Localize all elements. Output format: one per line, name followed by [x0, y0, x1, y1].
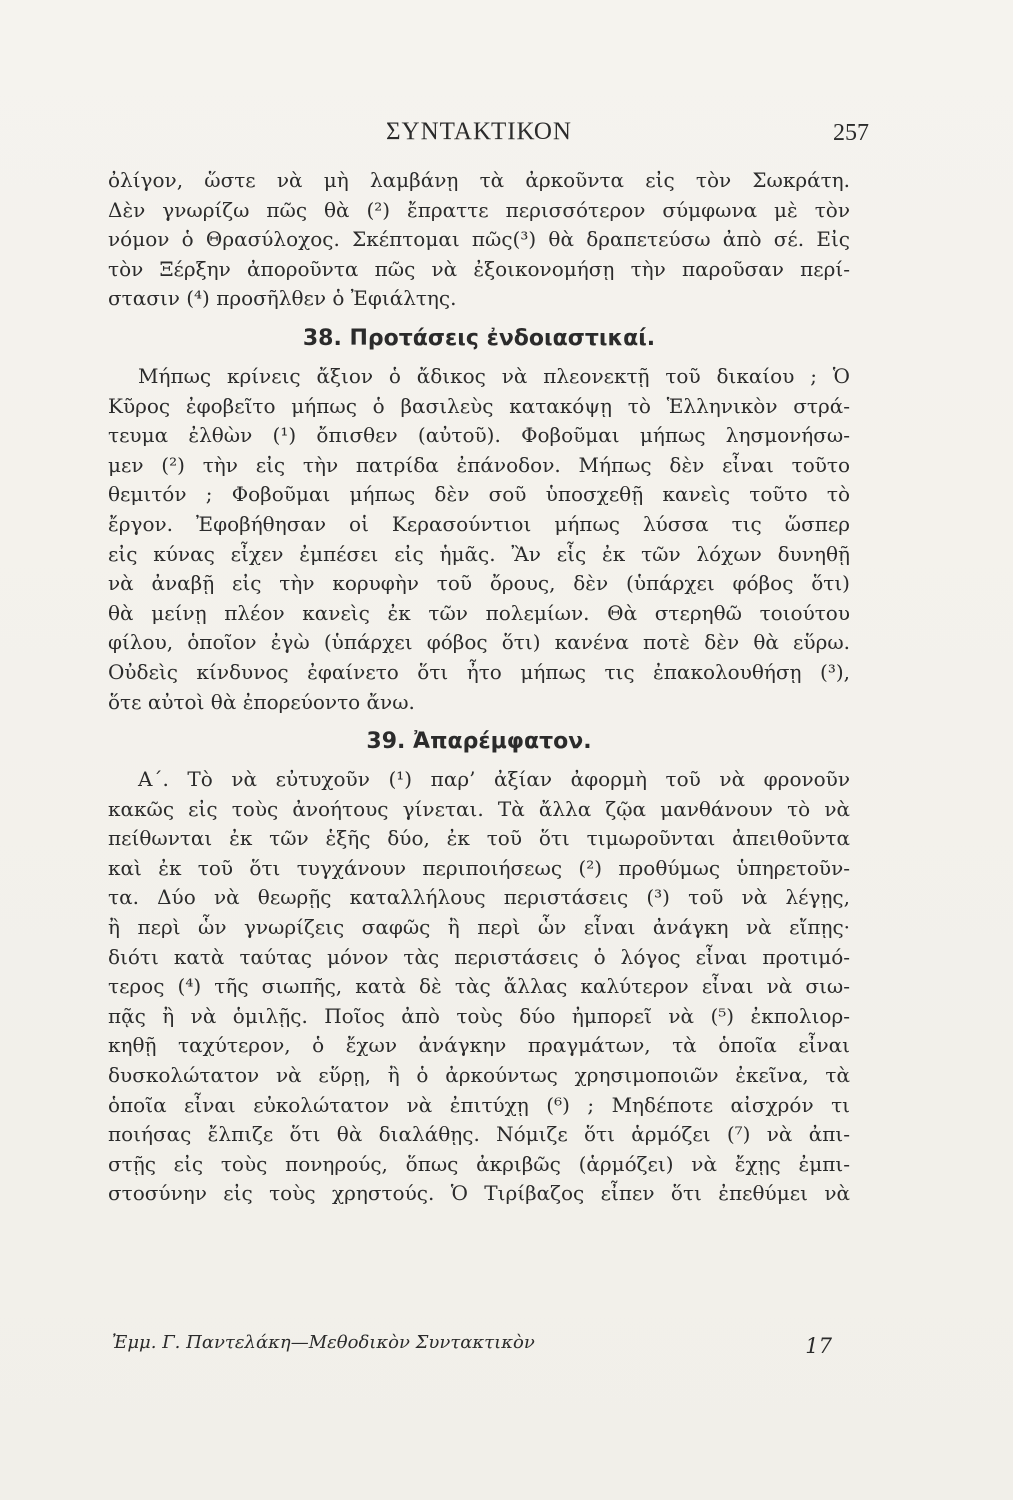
text-line: θὰ μείνῃ πλέον κανεὶς ἐκ τῶν πολεμίων. Θὰ στερηθῶ τοιούτου [108, 600, 850, 625]
text-line: τὸν Ξέρξην ἀποροῦντα πῶς νὰ ἐξοικονομήσῃ τὴν παροῦσαν περί- [108, 256, 850, 281]
text-line: διότι κατὰ ταύτας μόνον τὰς περιστάσεις ὁ λόγος εἶναι προτιμό- [108, 944, 850, 969]
text-line: τερος (⁴) τῆς σιωπῆς, κατὰ δὲ τὰς ἄλλας καλύτερον εἶναι νὰ σιω- [108, 974, 850, 999]
section-heading-38: 38. Προτάσεις ἐνδοιαστικαί. [302, 325, 656, 351]
text-line: κακῶς εἰς τοὺς ἀνοήτους γίνεται. Τὰ ἄλλα ζῷα μανθάνουν τὸ νὰ [108, 796, 850, 821]
text-line: τα. Δύο νὰ θεωρῇς καταλλήλους περιστάσεις (³) τοῦ νὰ λέγῃς, [108, 885, 850, 910]
text-line: ὅτε αὐτοὶ θὰ ἐπορεύοντο ἄνω. [108, 689, 415, 714]
text-line: Κῦρος ἐφοβεῖτο μήπως ὁ βασιλεὺς κατακόψῃ τὸ Ἑλληνικὸν στρά- [108, 393, 850, 418]
text-line: Α΄. Τὸ νὰ εὐτυχοῦν (¹) παρ’ ἀξίαν ἀφορμὴ τοῦ νὰ φρονοῦν [138, 767, 850, 792]
text-line: ὀλίγον, ὥστε νὰ μὴ λαμβάνῃ τὰ ἀρκοῦντα εἰς τὸν Σωκράτη. [108, 168, 850, 192]
text-line: πείθωνται ἐκ τῶν ἑξῆς δύο, ἐκ τοῦ ὅτι τιμωροῦνται ἀπειθοῦντα [108, 826, 850, 851]
text-line: στῇς εἰς τοὺς πονηρούς, ὅπως ἀκριβῶς (ἁρμόζει) νὰ ἔχῃς ἐμπι- [108, 1151, 850, 1176]
text-line: πᾷς ἢ νὰ ὁμιλῇς. Ποῖος ἀπὸ τοὺς δύο ἠμπορεῖ νὰ (⁵) ἐκπολιορ- [108, 1003, 850, 1028]
text-line: θεμιτόν ; Φοβοῦμαι μήπως δὲν σοῦ ὑποσχεθῇ κανεὶς τοῦτο τὸ [108, 482, 850, 507]
text-line: εἰς κύνας εἶχεν ἐμπέσει εἰς ἡμᾶς. Ἂν εἷς ἐκ τῶν λόχων δυνηθῇ [108, 541, 850, 566]
text-line: στασιν (⁴) προσῆλθεν ὁ Ἐφιάλτης. [108, 286, 457, 311]
book-signature: Ἐμμ. Γ. Παντελάκη—Μεθοδικὸν Συντακτικὸν [112, 1332, 535, 1353]
text-line: τευμα ἐλθὼν (¹) ὄπισθεν (αὐτοῦ). Φοβοῦμαι μήπως λησμονήσω- [108, 423, 850, 448]
text-line: ἔργον. Ἐφοβήθησαν οἱ Κερασούντιοι μήπως λύσσα τις ὥσπερ [108, 511, 850, 536]
text-line: ὁποῖα εἶναι εὐκολώτατον νὰ ἐπιτύχῃ (⁶) ; Μηδέποτε αἰσχρόν τι [108, 1092, 850, 1117]
text-line: Οὐδεὶς κίνδυνος ἐφαίνετο ὅτι ἦτο μήπως τις ἐπακολουθήσῃ (³), [108, 659, 850, 684]
text-line: φίλου, ὁποῖον ἐγὼ (ὑπάρχει φόβος ὅτι) κανένα ποτὲ δὲν θὰ εὕρω. [108, 630, 850, 655]
page-header [105, 118, 869, 152]
text-line: ποιήσας ἔλπιζε ὅτι θὰ διαλάθῃς. Νόμιζε ὅτι ἁρμόζει (⁷) νὰ ἀπι- [108, 1122, 850, 1147]
text-line: ἢ περὶ ὧν γνωρίζεις σαφῶς ἢ περὶ ὧν εἶναι ἀνάγκη νὰ εἴπῃς· [108, 915, 850, 940]
text-line: νὰ ἀναβῇ εἰς τὴν κορυφὴν τοῦ ὄρους, δὲν (ὑπάρχει φόβος ὅτι) [108, 571, 850, 596]
sheet-number: 17 [805, 1334, 832, 1358]
section-heading-39: 39. Ἀπαρέμφατον. [366, 729, 592, 755]
text-line: κηθῇ ταχύτερον, ὁ ἔχων ἀνάγκην πραγμάτων, τὰ ὁποῖα εἶναι [108, 1033, 850, 1058]
text-line: νόμον ὁ Θρασύλοχος. Σκέπτομαι πῶς(³) θὰ δραπετεύσω ἀπὸ σέ. Εἰς [108, 227, 850, 252]
running-title: ΣΥΝΤΑΚΤΙΚΟΝ [386, 118, 572, 145]
text-line: Μήπως κρίνεις ἄξιον ὁ ἄδικος νὰ πλεονεκτῇ τοῦ δικαίου ; Ὁ [138, 363, 850, 388]
text-line: καὶ ἐκ τοῦ ὅτι τυγχάνουν περιποιήσεως (²) προθύμως ὑπηρετοῦν- [108, 855, 850, 880]
text-line: μεν (²) τὴν εἰς τὴν πατρίδα ἐπάνοδον. Μήπως δὲν εἶναι τοῦτο [108, 452, 850, 477]
text-line: δυσκολώτατον νὰ εὕρῃ, ἢ ὁ ἀρκούντως χρησιμοποιῶν ἐκεῖνα, τὰ [108, 1063, 850, 1088]
text-line: Δὲν γνωρίζω πῶς θὰ (²) ἔπραττε περισσότερον σύμφωνα μὲ τὸν [108, 197, 850, 222]
body-text [108, 166, 850, 1209]
page-number: 257 [833, 120, 869, 146]
text-line: στοσύνην εἰς τοὺς χρηστούς. Ὁ Τιρίβαζος εἶπεν ὅτι ἐπεθύμει νὰ [108, 1181, 850, 1206]
